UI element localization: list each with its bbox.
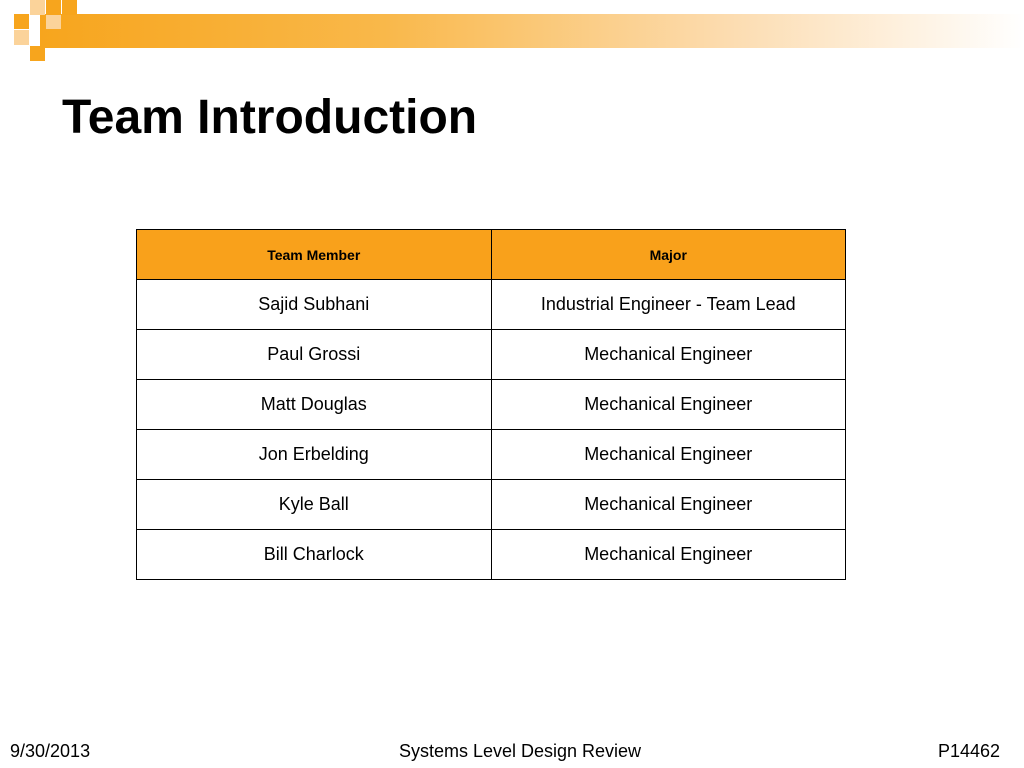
member-major: Mechanical Engineer (491, 330, 846, 380)
table-row (137, 380, 846, 430)
slide-title: Team Introduction (62, 91, 478, 144)
footer-project-number: P14462 (937, 741, 1000, 761)
header-gradient-bar (40, 14, 1024, 48)
table-header-row (137, 230, 846, 280)
table-row (137, 480, 846, 530)
member-name: Paul Grossi (137, 330, 492, 380)
table-row (137, 430, 846, 480)
member-name: Bill Charlock (137, 530, 492, 580)
column-header-major: Major (491, 230, 846, 280)
header-square (46, 14, 61, 29)
table-row (137, 530, 846, 580)
member-major: Mechanical Engineer (491, 430, 846, 480)
member-major: Mechanical Engineer (491, 480, 846, 530)
member-major: Mechanical Engineer (491, 380, 846, 430)
footer-date: 9/30/2013 (10, 741, 91, 761)
column-header-team-member: Team Member (137, 230, 492, 280)
member-major: Industrial Engineer - Team Lead (491, 280, 846, 330)
header-square (14, 14, 29, 29)
table-row (137, 280, 846, 330)
header-square (30, 0, 45, 15)
member-name: Jon Erbelding (137, 430, 492, 480)
header-square (62, 0, 77, 15)
member-name: Matt Douglas (137, 380, 492, 430)
header-square (14, 30, 29, 45)
member-name: Kyle Ball (137, 480, 492, 530)
header-square (46, 0, 61, 15)
table-row (137, 330, 846, 380)
member-name: Sajid Subhani (137, 280, 492, 330)
team-table (136, 229, 846, 580)
header-square (30, 46, 45, 61)
footer-title: Systems Level Design Review (398, 741, 642, 761)
member-major: Mechanical Engineer (491, 530, 846, 580)
